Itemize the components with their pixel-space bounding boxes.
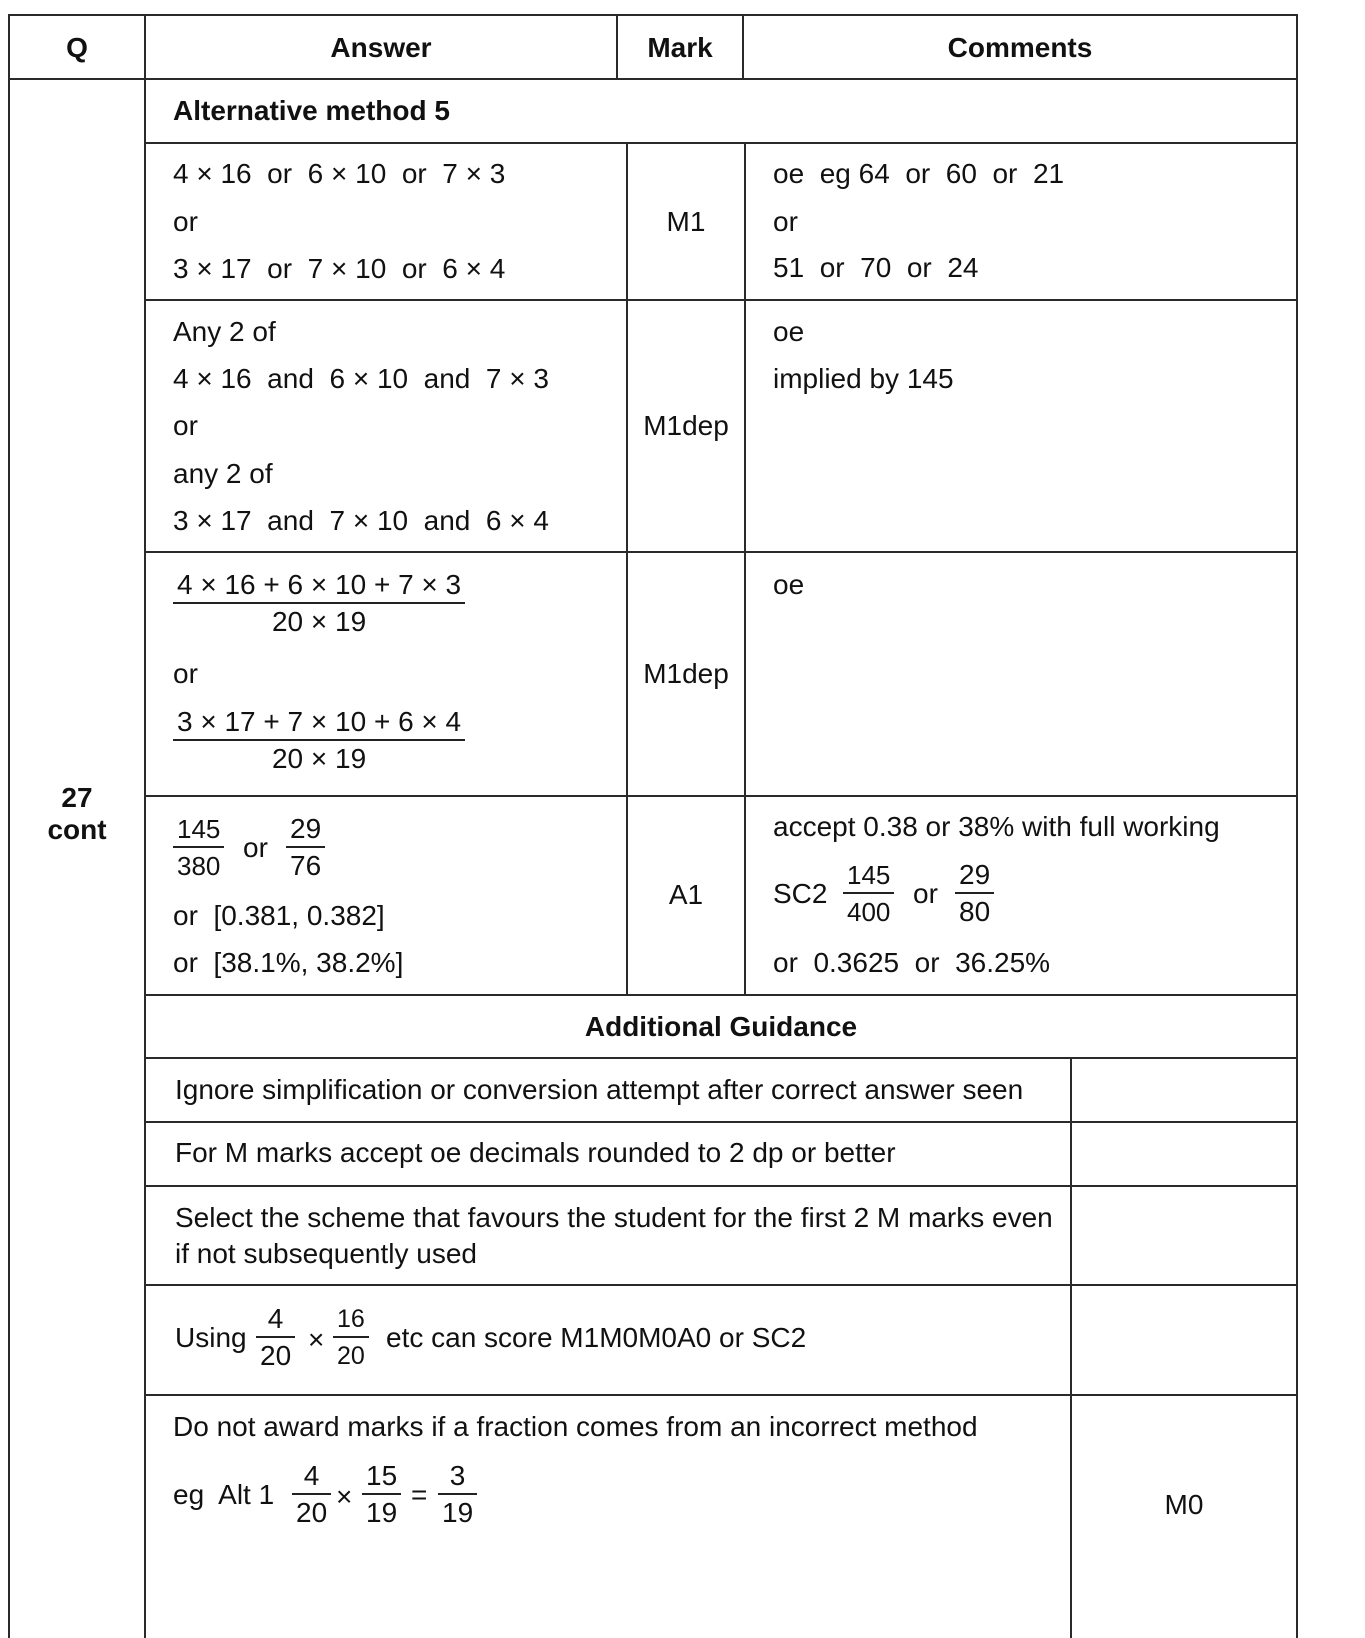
guidance-title: Additional Guidance xyxy=(584,1011,858,1042)
header-q: Q xyxy=(66,32,88,63)
guidance-item-4-post: etc can score M1M0M0A0 or SC2 xyxy=(386,1322,807,1353)
row4-fraction-1 xyxy=(173,812,224,884)
header-answer: Answer xyxy=(330,32,432,63)
guidance-item-4-fraction-1 xyxy=(256,1302,295,1374)
guidance-item-5-fraction-3-numerator: 3 xyxy=(438,1459,477,1495)
row2-comment-line2: implied by 145 xyxy=(773,363,954,394)
guidance-item-5-mark: M0 xyxy=(1164,1489,1204,1520)
row1-bottom xyxy=(144,299,1298,301)
guidance-item-5-equals: = xyxy=(411,1479,428,1510)
row4-comment-fraction-2-denominator: 80 xyxy=(959,896,991,927)
guidance-item-4-pre: Using xyxy=(175,1322,247,1353)
row4-fraction-1-numerator: 145 xyxy=(173,812,224,848)
row4-mark: A1 xyxy=(668,879,704,910)
guidance-item-5-fraction-3 xyxy=(438,1459,477,1531)
row3-fraction-2 xyxy=(173,705,465,777)
row1-comment-line1: oe eg 64 or 60 or 21 xyxy=(773,158,1065,189)
guidance-item-2: For M marks accept oe decimals rounded to 2 dp or better xyxy=(175,1137,896,1168)
row4-bottom xyxy=(144,994,1298,996)
row3-comment-line1: oe xyxy=(773,569,805,600)
question-cont: cont xyxy=(47,814,107,845)
guidance-item-5-times: × xyxy=(336,1481,353,1512)
row4-comment-line3: or 0.3625 or 36.25% xyxy=(773,947,1051,978)
guidance-item-5-fraction-2-denominator: 19 xyxy=(366,1497,398,1528)
header-mark: Mark xyxy=(647,32,713,63)
guidance-item-4-fraction-2-denominator: 20 xyxy=(337,1342,365,1370)
method-title-bottom xyxy=(144,142,1298,144)
guidance-item-5-line1: Do not award marks if a fraction comes from an incorrect method xyxy=(173,1411,978,1442)
guidance-item-5-fraction-1-denominator: 20 xyxy=(296,1497,328,1528)
row4-fraction-2-numerator: 29 xyxy=(286,812,325,848)
row1-answer-line3: 3 × 17 or 7 × 10 or 6 × 4 xyxy=(173,253,506,284)
guidance-item-5-fraction-1-numerator: 4 xyxy=(292,1459,331,1495)
row3-fraction-1-denominator: 20 × 19 xyxy=(271,606,367,637)
row3-fraction-1 xyxy=(173,568,465,640)
row3-or: or xyxy=(173,658,198,689)
row4-comment-or: or xyxy=(913,878,938,909)
row4-fraction-2-denominator: 76 xyxy=(290,850,322,881)
row4-comment-fraction-1-numerator: 145 xyxy=(843,858,894,894)
question-number: 27 xyxy=(61,782,93,813)
guidance-row4-bottom xyxy=(144,1394,1298,1396)
row1-comment-line2: or xyxy=(773,206,798,237)
guidance-item-5-fraction-2-numerator: 15 xyxy=(362,1459,401,1495)
guidance-item-1: Ignore simplification or conversion attempt after correct answer seen xyxy=(175,1074,1024,1105)
row1-answer-line1: 4 × 16 or 6 × 10 or 7 × 3 xyxy=(173,158,506,189)
row3-fraction-2-denominator: 20 × 19 xyxy=(271,743,367,774)
row2-answer-line1: Any 2 of xyxy=(173,316,276,347)
guidance-item-5-pre: eg Alt 1 xyxy=(173,1479,275,1510)
row3-mark: M1dep xyxy=(643,658,729,689)
guidance-item-4-fraction-1-denominator: 20 xyxy=(260,1340,292,1371)
row2-answer-line3: or xyxy=(173,410,198,441)
row4-fraction-1-denominator: 380 xyxy=(177,851,221,881)
body-mark-divider-right xyxy=(744,142,746,995)
row4-comment-fraction-2 xyxy=(955,858,994,930)
guidance-item-5-fraction-1 xyxy=(292,1459,331,1531)
row4-comment-fraction-2-numerator: 29 xyxy=(955,858,994,894)
guidance-title-bottom xyxy=(144,1057,1298,1059)
table-top-border xyxy=(8,14,1298,16)
row4-comment-fraction-1 xyxy=(843,858,894,930)
guidance-item-3-line2: if not subsequently used xyxy=(175,1238,477,1269)
row1-answer-line2: or xyxy=(173,206,198,237)
guidance-item-4-times: × xyxy=(308,1324,325,1355)
row2-mark: M1dep xyxy=(643,410,729,441)
row2-bottom xyxy=(144,551,1298,553)
guidance-item-5-fraction-3-denominator: 19 xyxy=(442,1497,474,1528)
guidance-row1-bottom xyxy=(144,1121,1298,1123)
method-title: Alternative method 5 xyxy=(173,95,450,126)
row1-comment-line3: 51 or 70 or 24 xyxy=(773,252,979,283)
guidance-item-4-fraction-2-numerator: 16 xyxy=(333,1302,369,1338)
row4-fraction-2 xyxy=(286,812,325,884)
row2-comment-line1: oe xyxy=(773,316,805,347)
row2-answer-line2: 4 × 16 and 6 × 10 and 7 × 3 xyxy=(173,363,549,394)
header-bottom-border xyxy=(8,78,1298,80)
row3-bottom xyxy=(144,795,1298,797)
header-comments: Comments xyxy=(947,32,1093,63)
guidance-mark-divider xyxy=(1070,1057,1072,1638)
row4-answer-line3: or [38.1%, 38.2%] xyxy=(173,947,404,978)
row4-answer-line2: or [0.381, 0.382] xyxy=(173,900,385,931)
guidance-item-5-fraction-2 xyxy=(362,1459,401,1531)
row2-answer-line5: 3 × 17 and 7 × 10 and 6 × 4 xyxy=(173,505,549,536)
guidance-item-4-fraction-1-numerator: 4 xyxy=(256,1302,295,1338)
row4-comment-fraction-1-denominator: 400 xyxy=(847,897,891,927)
guidance-item-3-line1: Select the scheme that favours the student for the first 2 M marks even xyxy=(175,1202,1053,1233)
guidance-row2-bottom xyxy=(144,1185,1298,1187)
row1-mark: M1 xyxy=(666,206,706,237)
guidance-row3-bottom xyxy=(144,1284,1298,1286)
row4-or: or xyxy=(243,832,268,863)
guidance-item-4-fraction-2 xyxy=(333,1302,369,1374)
row4-comment-sc: SC2 xyxy=(773,878,828,909)
row2-answer-line4: any 2 of xyxy=(173,458,273,489)
body-mark-divider-left xyxy=(626,142,628,995)
row3-fraction-1-numerator: 4 × 16 + 6 × 10 + 7 × 3 xyxy=(173,568,465,604)
row4-comment-line1: accept 0.38 or 38% with full working xyxy=(773,811,1220,842)
row3-fraction-2-numerator: 3 × 17 + 7 × 10 + 6 × 4 xyxy=(173,705,465,741)
